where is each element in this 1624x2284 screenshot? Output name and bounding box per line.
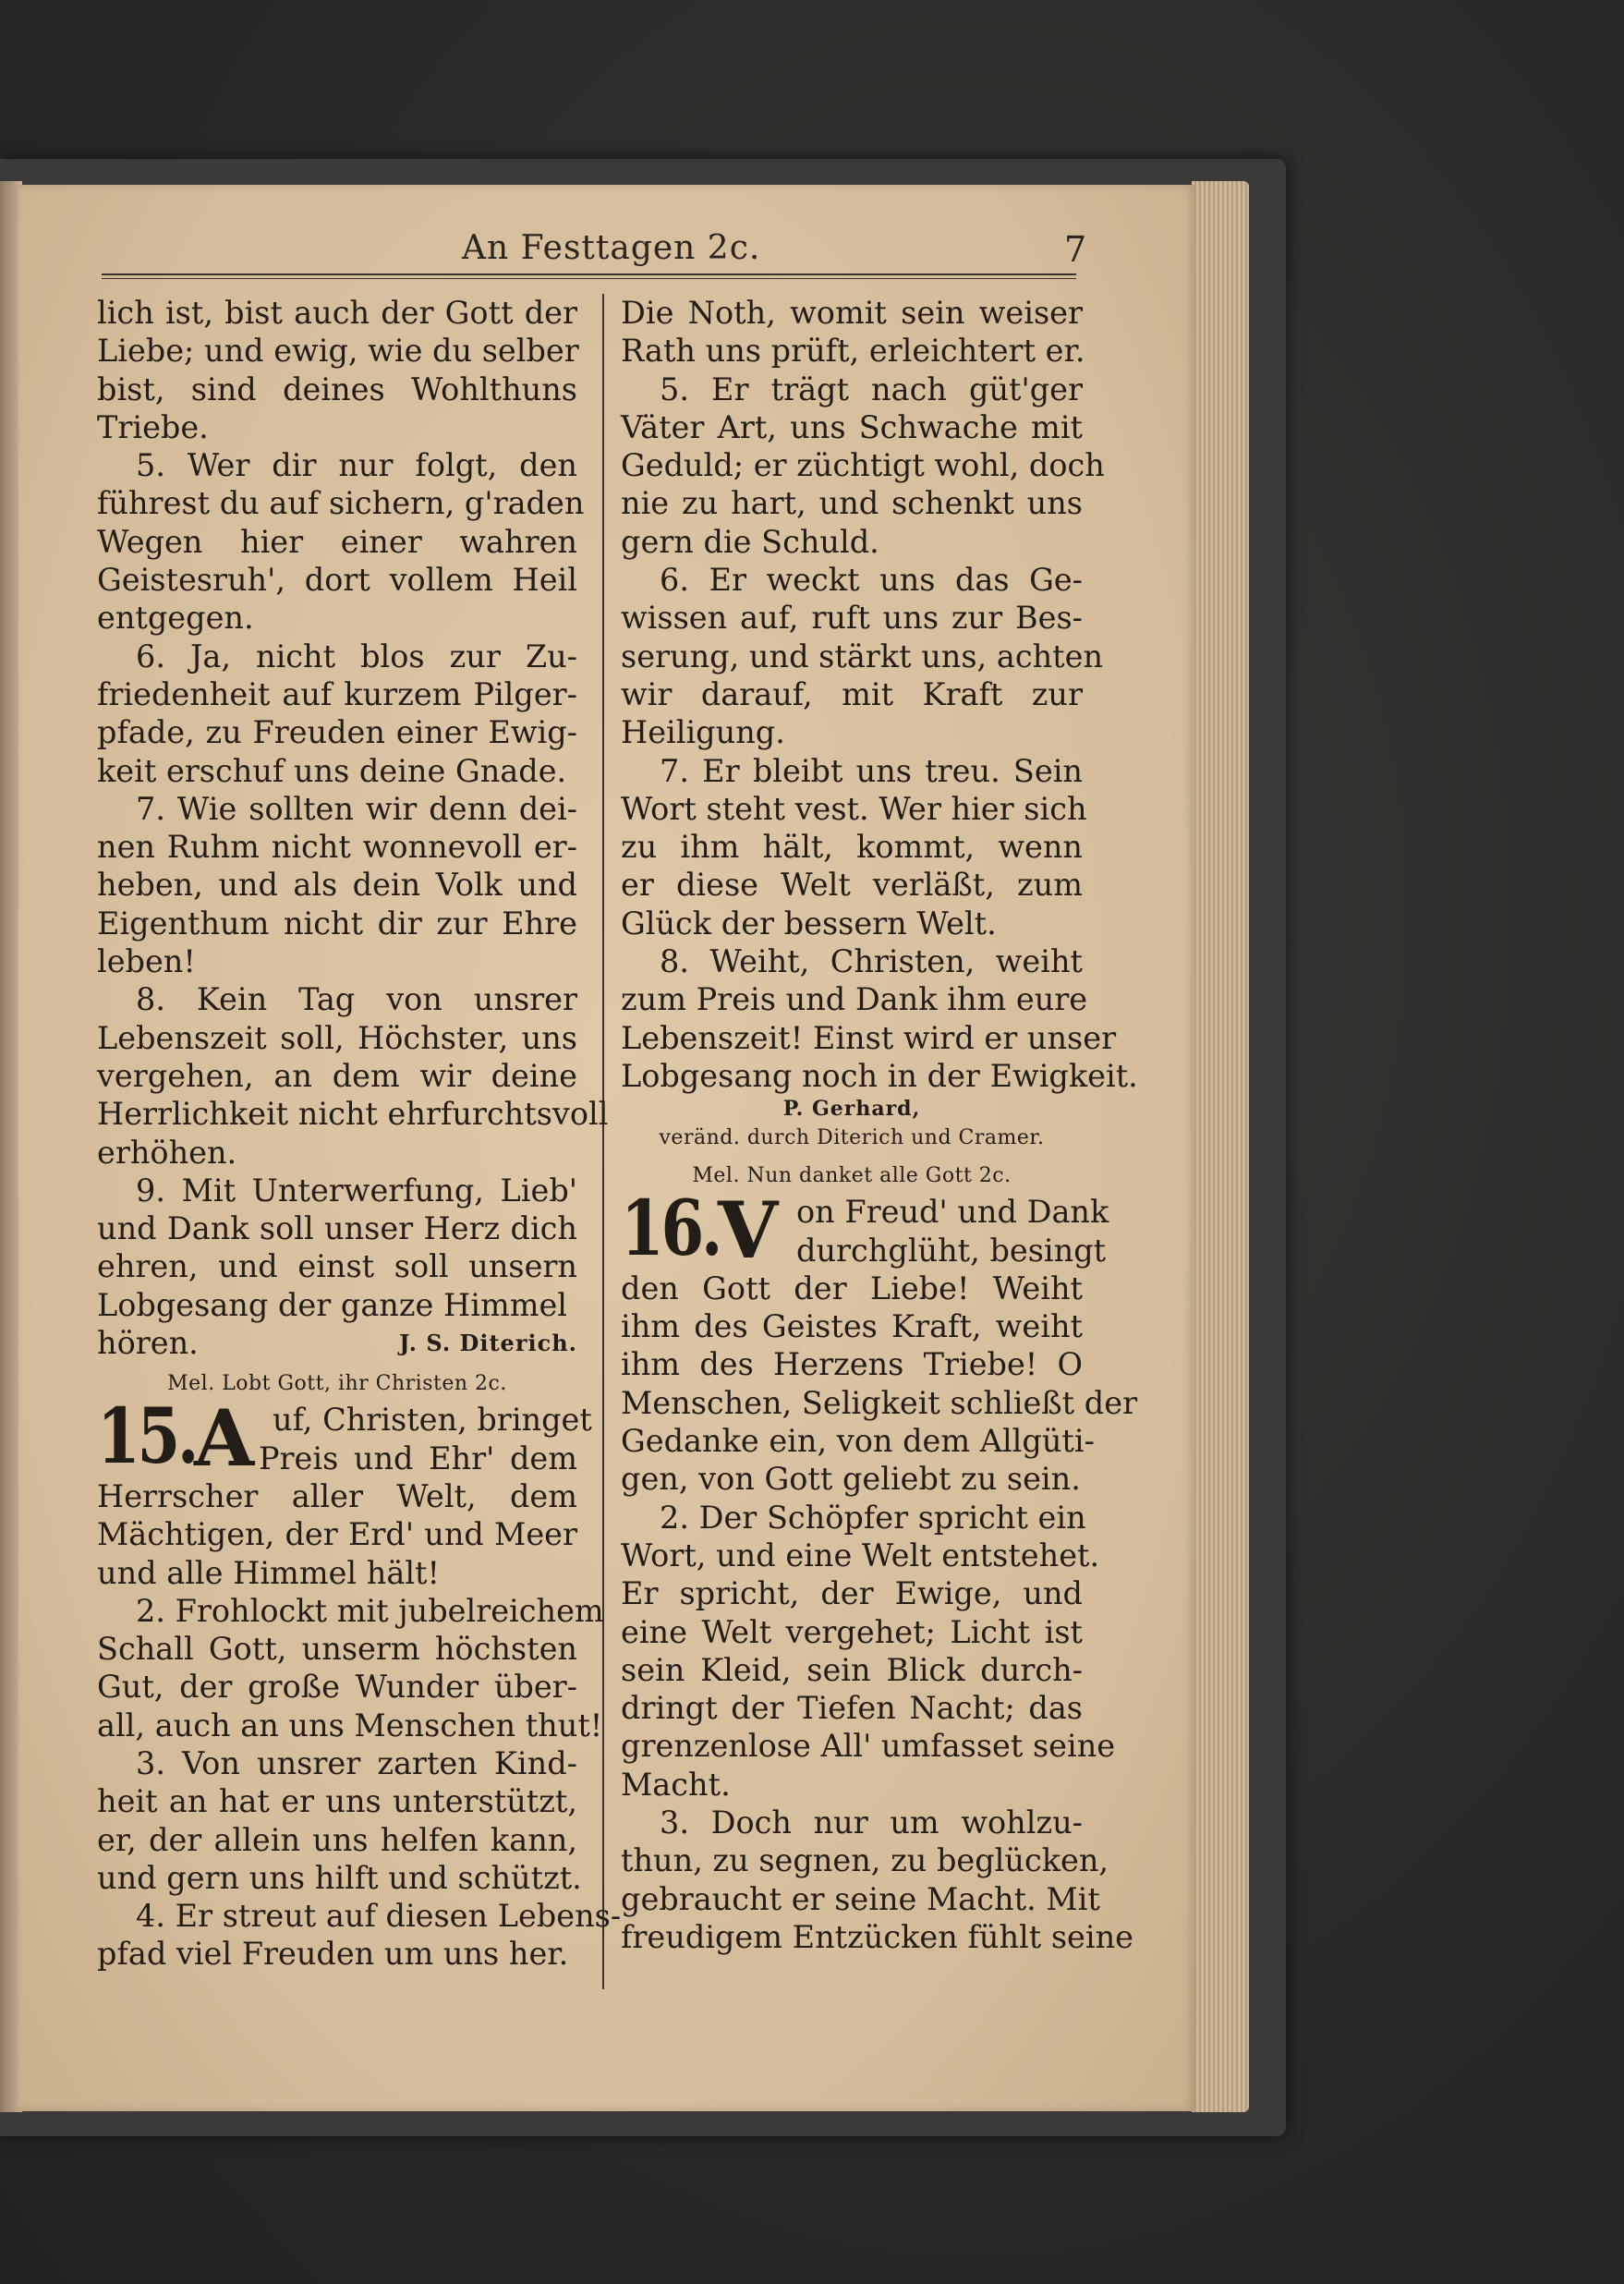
text-line: 5. Wer dir nur folgt, den	[136, 447, 577, 484]
text-line: führest du auf sichern, g'raden	[97, 485, 585, 522]
text-line: zu ihm hält, kommt, wenn	[621, 829, 1083, 866]
text-line: Eigenthum nicht dir zur Ehre	[97, 905, 577, 942]
hymn-16-opening	[621, 1185, 1109, 1277]
text-line: keit erschuf uns deine Gnade.	[97, 752, 567, 789]
text-line: und gern uns hilft und schützt.	[97, 1859, 582, 1896]
text-line: Menschen, Seligkeit schließt der	[621, 1384, 1138, 1421]
text-line: pfade, zu Freuden einer Ewig-	[97, 714, 577, 751]
text-line: Die Noth, womit sein weiser	[621, 295, 1083, 331]
text-line: wir darauf, mit Kraft zur	[621, 675, 1083, 712]
page-number: 7	[1064, 229, 1087, 270]
text-line: all, auch an uns Menschen thut!	[97, 1707, 603, 1743]
text-line: gen, von Gott geliebt zu sein.	[621, 1461, 1081, 1498]
text-line: ehren, und einst soll unsern	[97, 1248, 577, 1285]
text-line: sein Kleid, sein Blick durch-	[621, 1651, 1083, 1688]
text-line: thun, zu segnen, zu beglücken,	[621, 1842, 1109, 1879]
text-line: er, der allein uns helfen kann,	[97, 1821, 577, 1858]
text-line: ihm des Geistes Kraft, weiht	[621, 1308, 1083, 1345]
text-line: erhöhen.	[97, 1134, 237, 1171]
text-line: vergehen, an dem wir deine	[97, 1057, 577, 1094]
text-line: Lobgesang noch in der Ewigkeit.	[621, 1057, 1138, 1094]
text-line: 3. Von unsrer zarten Kind-	[136, 1744, 577, 1781]
text-line: serung, und stärkt uns, achten	[621, 638, 1104, 674]
text-line: entgegen.	[97, 600, 254, 637]
text-line: wissen auf, ruft uns zur Bes-	[621, 600, 1083, 637]
text-line: Triebe.	[97, 408, 209, 445]
dropcap-16: V	[718, 1185, 779, 1277]
text-line: den Gott der Liebe! Weiht	[621, 1270, 1083, 1306]
text-line: friedenheit auf kurzem Pilger-	[97, 675, 577, 712]
hymn-15-author-1: P. Gerhard,	[782, 1097, 921, 1122]
melody-line-15: Mel. Lobt Gott, ihr Christen 2c.	[167, 1372, 507, 1396]
text-line: heit an hat er uns unterstützt,	[97, 1783, 577, 1820]
text-line: 9. Mit Unterwerfung, Lieb'	[136, 1172, 577, 1209]
text-line: 2. Frohlockt mit jubelreichem	[136, 1592, 604, 1629]
right-column-text-a	[621, 294, 1138, 1095]
text-line: 3. Doch nur um wohlzu-	[660, 1804, 1083, 1841]
text-line: Schall Gott, unserm höchsten	[97, 1631, 577, 1668]
hymn-number-16: 16.	[621, 1185, 721, 1274]
text-line: Väter Art, uns Schwache mit	[621, 408, 1083, 445]
text-line: Heiligung.	[621, 714, 785, 751]
hymn-14-author: J. S. Diterich.	[399, 1330, 577, 1357]
text-line: bist, sind deines Wohlthuns	[97, 371, 577, 407]
text-line: Glück der bessern Welt.	[621, 905, 997, 942]
left-column-text-a	[97, 294, 609, 1324]
column-divider	[602, 294, 604, 1989]
text-line: Geistesruh', dort vollem Heil	[97, 562, 577, 599]
text-line: dringt der Tiefen Nacht; das	[621, 1690, 1083, 1727]
text-line: gern die Schuld.	[621, 523, 879, 560]
text-line: Macht.	[621, 1766, 731, 1803]
header-rule	[102, 273, 1076, 279]
text-line: Lobgesang der ganze Himmel	[97, 1286, 568, 1323]
text-line: 4. Er streut auf diesen Lebens-	[136, 1898, 622, 1935]
text-line: Rath uns prüft, erleichtert er.	[621, 333, 1085, 370]
text-line: pfad viel Freuden um uns her.	[97, 1936, 569, 1973]
text-line: freudigem Entzücken fühlt seine	[621, 1918, 1133, 1955]
text-line: zum Preis und Dank ihm eure	[621, 981, 1088, 1018]
left-column-text-b	[97, 1477, 622, 1974]
hymn-16-line-1: on Freud' und Dank	[796, 1194, 1109, 1231]
hymn-15-line-2: Preis und Ehr' dem	[259, 1440, 577, 1476]
text-line: nie zu hart, und schenkt uns	[621, 485, 1083, 522]
right-column-text-b	[621, 1270, 1138, 1956]
text-line: Liebe; und ewig, wie du selber	[97, 333, 579, 370]
hymn-15-author-2: veränd. durch Diterich und Cramer.	[659, 1126, 1045, 1150]
text-line: er diese Welt verläßt, zum	[621, 867, 1083, 904]
right-column	[621, 294, 1138, 1956]
text-line: und Dank soll unser Herz dich	[97, 1210, 577, 1247]
text-line: Lebenszeit soll, Höchster, uns	[97, 1019, 577, 1056]
hymn-16-line-2: durchglüht, besingt	[796, 1232, 1107, 1269]
text-line: Mächtigen, der Erd' und Meer	[97, 1516, 577, 1553]
text-line: Lebenszeit! Einst wird er unser	[621, 1019, 1117, 1056]
text-line: 8. Kein Tag von unsrer	[136, 981, 577, 1018]
left-column	[97, 294, 622, 1974]
text-line: 5. Er trägt nach güt'ger	[660, 371, 1083, 407]
text-line: Herrscher aller Welt, dem	[97, 1477, 577, 1514]
text-line: Wort steht vest. Wer hier sich	[621, 790, 1087, 827]
text-line: lich ist, bist auch der Gott der	[97, 295, 577, 331]
text-line: leben!	[97, 943, 196, 980]
text-line: 6. Ja, nicht blos zur Zu-	[136, 638, 577, 674]
hymn-number-15: 15.	[97, 1392, 197, 1482]
text-line: Geduld; er züchtigt wohl, doch	[621, 447, 1105, 484]
text-line: heben, und als dein Volk und	[97, 867, 577, 904]
hymn-14-closing-line	[97, 1324, 577, 1362]
text-line: 8. Weiht, Christen, weiht	[660, 943, 1083, 980]
text-line: Gedanke ein, von dem Allgüti-	[621, 1423, 1095, 1460]
text-line: nen Ruhm nicht wonnevoll er-	[97, 829, 577, 866]
melody-line-16: Mel. Nun danket alle Gott 2c.	[692, 1164, 1012, 1188]
text-line: 7. Wie sollten wir denn dei-	[136, 790, 577, 827]
text-line: eine Welt vergehet; Licht ist	[621, 1613, 1083, 1650]
text-line: 2. Der Schöpfer spricht ein	[660, 1499, 1086, 1536]
text-line: grenzenlose All' umfasset seine	[621, 1728, 1116, 1765]
text-line: Wort, und eine Welt entstehet.	[621, 1537, 1100, 1573]
text-line: und alle Himmel hält!	[97, 1554, 440, 1591]
text-line: 6. Er weckt uns das Ge-	[660, 562, 1083, 599]
text-line: Wegen hier einer wahren	[97, 523, 577, 560]
text-line: ihm des Herzens Triebe! O	[621, 1346, 1083, 1383]
text-line: Gut, der große Wunder über-	[97, 1669, 577, 1706]
text-line: Herrlichkeit nicht ehrfurchtsvoll	[97, 1096, 609, 1133]
text-line: 7. Er bleibt uns treu. Sein	[660, 752, 1083, 789]
dropcap-15: A	[194, 1392, 255, 1485]
closing-word: hören.	[97, 1325, 199, 1362]
hymn-15-line-1: uf, Christen, bringet	[273, 1402, 592, 1439]
running-head: An Festtagen 2c.	[462, 229, 761, 267]
page-edges	[1192, 181, 1249, 2112]
text-line: Er spricht, der Ewige, und	[621, 1575, 1083, 1612]
hymn-15-opening	[97, 1392, 592, 1485]
text-line: gebraucht er seine Macht. Mit	[621, 1880, 1100, 1917]
